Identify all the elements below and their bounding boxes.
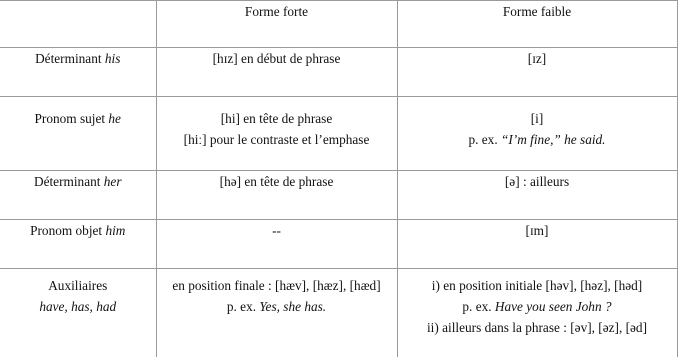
table-row (0, 171, 677, 220)
header-corner-cell (0, 1, 156, 48)
header-weak-form: Forme faible (397, 1, 677, 48)
example-line: p. ex. Yes, she has. (157, 296, 397, 317)
weak-form-cell: [i] p. ex. “I’m fine,” he said. (397, 97, 677, 171)
row-label: Déterminant her (0, 171, 156, 220)
strong-form-cell: en position finale : [hæv], [hæz], [hæd] p. ex. Yes, she has. (156, 269, 397, 357)
row-label: Auxiliaires have, has, had (0, 269, 156, 357)
weak-form-cell: [ɪz] (397, 48, 677, 97)
header-strong-form: Forme forte (156, 1, 397, 48)
weak-form-cell: [ɪm] (397, 220, 677, 269)
row-label: Déterminant his (0, 48, 156, 97)
table-header-row (0, 1, 677, 48)
table-row (0, 97, 677, 171)
row-label: Pronom sujet he (0, 97, 156, 171)
weak-form-cell: [ə] : ailleurs (397, 171, 677, 220)
table-row (0, 220, 677, 269)
weak-form-cell: i) en position initiale [həv], [həz], [həd] p. ex. Have you seen John ? ii) ailleurs dans la phrase : [əv], [əz], [əd] (397, 269, 677, 357)
strong-form-cell: [hi] en tête de phrase [hiː] pour le contraste et l’emphase (156, 97, 397, 171)
example-line: p. ex. “I’m fine,” he said. (398, 129, 677, 150)
table-row (0, 269, 677, 357)
example-line: p. ex. Have you seen John ? (398, 296, 677, 317)
row-label: Pronom objet him (0, 220, 156, 269)
strong-form-cell: -- (156, 220, 397, 269)
strong-form-cell: [hə] en tête de phrase (156, 171, 397, 220)
table-row (0, 48, 677, 97)
strong-form-cell: [hɪz] en début de phrase (156, 48, 397, 97)
